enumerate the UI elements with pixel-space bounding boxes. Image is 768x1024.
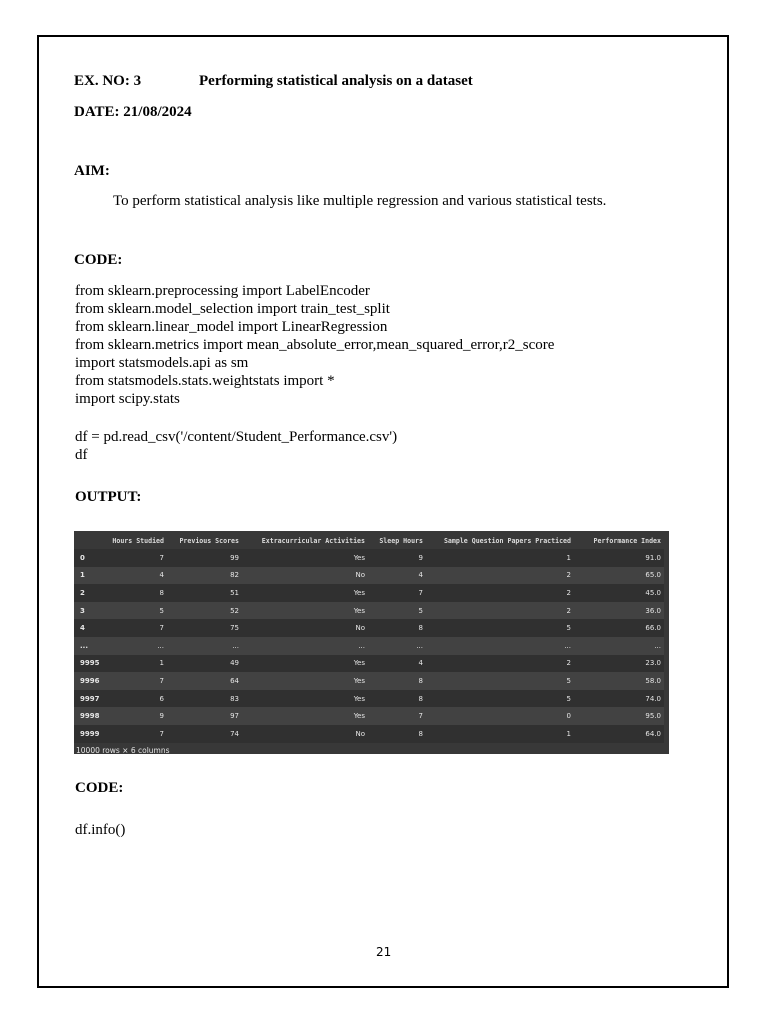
table-cell: No	[242, 567, 368, 585]
row-index-cell: 0	[74, 549, 104, 567]
code-line: from sklearn.linear_model import LinearRegression	[75, 319, 388, 335]
table-cell: 66.0	[574, 619, 664, 637]
table-cell: 23.0	[574, 655, 664, 673]
table-cell: 4	[104, 567, 167, 585]
table-row	[74, 725, 664, 743]
table-row	[74, 619, 664, 637]
code-line-info: df.info()	[75, 822, 126, 838]
exercise-date: DATE: 21/08/2024	[74, 104, 192, 120]
dataframe-table	[74, 532, 664, 743]
table-cell: 8	[368, 672, 426, 690]
table-cell: 75	[167, 619, 242, 637]
table-cell: ...	[368, 637, 426, 655]
table-cell: Yes	[242, 707, 368, 725]
table-cell: 5	[426, 690, 574, 708]
column-header: Performance Index	[593, 536, 661, 545]
table-row	[74, 690, 664, 708]
table-cell: No	[242, 725, 368, 743]
table-cell: 64.0	[574, 725, 664, 743]
dataframe-shape-note: 10000 rows × 6 columns	[76, 745, 170, 755]
page-number: 21	[376, 945, 392, 959]
table-cell: Yes	[242, 584, 368, 602]
column-header: Previous Scores	[179, 536, 239, 545]
row-index-cell: ...	[74, 637, 104, 655]
table-cell: Yes	[242, 655, 368, 673]
table-cell: 5	[426, 619, 574, 637]
code-line: import statsmodels.api as sm	[75, 355, 249, 371]
table-cell: 0	[426, 707, 574, 725]
table-row	[74, 637, 664, 655]
table-cell: 8	[104, 584, 167, 602]
table-cell: 74.0	[574, 690, 664, 708]
table-cell: 1	[104, 655, 167, 673]
table-cell: 7	[104, 725, 167, 743]
table-cell: 1	[426, 549, 574, 567]
table-cell: 82	[167, 567, 242, 585]
table-row	[74, 672, 664, 690]
row-index-cell: 4	[74, 619, 104, 637]
column-header: Sample Question Papers Practiced	[443, 536, 571, 545]
table-cell: 8	[368, 619, 426, 637]
table-header-row	[74, 532, 664, 549]
table-row	[74, 584, 664, 602]
dataframe-output	[74, 531, 669, 754]
column-header: Hours Studied	[112, 536, 164, 545]
table-cell: 99	[167, 549, 242, 567]
row-index-cell: 9999	[74, 725, 104, 743]
table-cell: 8	[368, 690, 426, 708]
table-row	[74, 549, 664, 567]
table-cell: 2	[426, 567, 574, 585]
row-index-cell: 9998	[74, 707, 104, 725]
table-cell: 1	[426, 725, 574, 743]
table-cell: 65.0	[574, 567, 664, 585]
table-cell: 2	[426, 655, 574, 673]
table-cell: 5	[426, 672, 574, 690]
table-cell: 8	[368, 725, 426, 743]
column-header	[74, 532, 104, 549]
code-block-1	[75, 282, 554, 408]
table-cell: 58.0	[574, 672, 664, 690]
code-line: from sklearn.preprocessing import LabelEncoder	[75, 283, 370, 299]
table-cell: 2	[426, 584, 574, 602]
table-cell: 7	[104, 549, 167, 567]
table-cell: ...	[242, 637, 368, 655]
table-cell: 9	[104, 707, 167, 725]
table-cell: 51	[167, 584, 242, 602]
row-index-cell: 9996	[74, 672, 104, 690]
code-heading-1: CODE:	[74, 252, 123, 268]
row-index-cell: 2	[74, 584, 104, 602]
code-line: from sklearn.metrics import mean_absolute_error,mean_squared_error,r2_score	[75, 337, 555, 353]
row-index-cell: 9997	[74, 690, 104, 708]
code-line: import scipy.stats	[75, 391, 180, 407]
table-cell: 5	[104, 602, 167, 620]
table-cell: ...	[104, 637, 167, 655]
row-index-cell: 1	[74, 567, 104, 585]
table-cell: Yes	[242, 549, 368, 567]
table-cell: 4	[368, 567, 426, 585]
table-cell: 2	[426, 602, 574, 620]
table-cell: 7	[104, 672, 167, 690]
output-heading: OUTPUT:	[75, 489, 142, 505]
code-block-2	[75, 428, 397, 464]
table-cell: 4	[368, 655, 426, 673]
table-cell: 7	[368, 707, 426, 725]
code-line: df	[75, 447, 88, 463]
row-index-cell: 9995	[74, 655, 104, 673]
row-index-cell: 3	[74, 602, 104, 620]
table-cell: 74	[167, 725, 242, 743]
table-row	[74, 602, 664, 620]
table-cell: 7	[368, 584, 426, 602]
column-header: Sleep Hours	[379, 536, 423, 545]
table-cell: 49	[167, 655, 242, 673]
table-cell: 45.0	[574, 584, 664, 602]
table-cell: 36.0	[574, 602, 664, 620]
table-cell: Yes	[242, 690, 368, 708]
code-line: from statsmodels.stats.weightstats import *	[75, 373, 335, 389]
table-cell: ...	[574, 637, 664, 655]
exercise-number: EX. NO: 3	[74, 73, 142, 89]
table-cell: 95.0	[574, 707, 664, 725]
code-line: from sklearn.model_selection import train_test_split	[75, 301, 390, 317]
aim-heading: AIM:	[74, 163, 110, 179]
code-heading-2: CODE:	[75, 780, 124, 796]
code-line: df = pd.read_csv('/content/Student_Performance.csv')	[75, 429, 398, 445]
table-row	[74, 567, 664, 585]
page-border	[37, 35, 729, 988]
table-cell: 5	[368, 602, 426, 620]
column-header: Extracurricular Activities	[261, 536, 365, 545]
table-cell: 6	[104, 690, 167, 708]
table-cell: ...	[426, 637, 574, 655]
table-cell: Yes	[242, 672, 368, 690]
table-row	[74, 707, 664, 725]
table-cell: 91.0	[574, 549, 664, 567]
table-cell: 9	[368, 549, 426, 567]
table-cell: 7	[104, 619, 167, 637]
table-cell: 52	[167, 602, 242, 620]
table-cell: Yes	[242, 602, 368, 620]
aim-text: To perform statistical analysis like multiple regression and various statistical tests.	[113, 193, 607, 209]
table-cell: 83	[167, 690, 242, 708]
table-row	[74, 655, 664, 673]
table-cell: ...	[167, 637, 242, 655]
table-cell: 64	[167, 672, 242, 690]
table-cell: No	[242, 619, 368, 637]
exercise-title: Performing statistical analysis on a dataset	[199, 73, 473, 89]
table-cell: 97	[167, 707, 242, 725]
